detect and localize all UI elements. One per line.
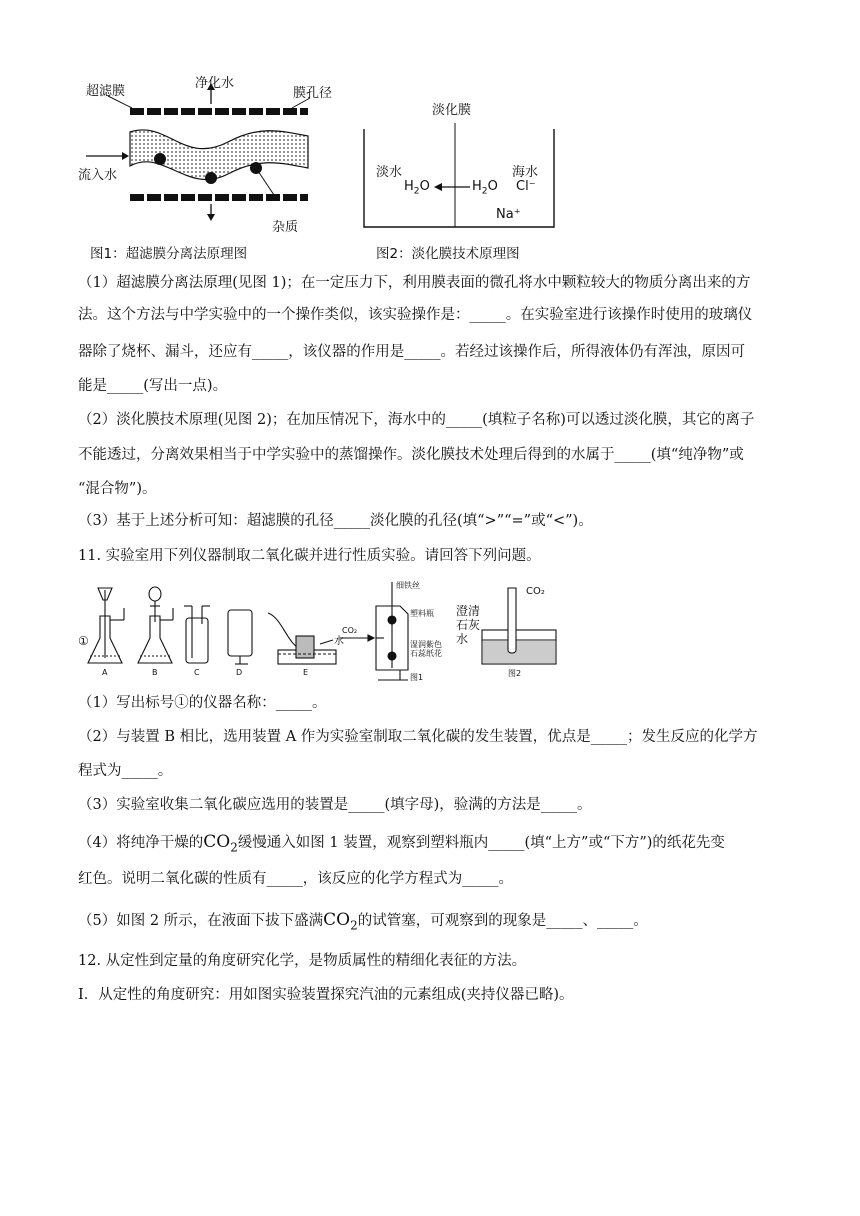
- figure2-caption: 图2：淡化膜技术原理图: [376, 246, 520, 262]
- figure-desalination: [360, 95, 560, 265]
- label-membrane: 超滤膜: [86, 84, 126, 99]
- q10-part2-line3: “混合物”)。: [78, 481, 157, 497]
- q11-part1: （1）写出标号①的仪器名称：_____。: [78, 695, 327, 711]
- label-pore-size: 膜孔径: [293, 86, 333, 101]
- figure-ultrafiltration: [78, 70, 348, 265]
- label-inflow: 流入水: [78, 168, 118, 183]
- co2-formula: $CO_2$: [323, 910, 358, 933]
- label-apparatus-b: B: [152, 668, 158, 677]
- label-paper-flower: 湿润紫色石蕊纸花: [410, 640, 442, 658]
- label-plastic-bottle: 塑料瓶: [410, 609, 434, 618]
- q10-part2-line2: 不能透过，分离效果相当于中学实验中的蒸馏操作。淡化膜技术处理后得到的水属于_____(填“纯净物”或: [78, 447, 744, 463]
- q10-part1-line1: （1）超滤膜分离法原理(见图 1)；在一定压力下，利用膜表面的微孔将水中颗粒较大的物质分离出来的方: [78, 275, 751, 291]
- q11-part5: [78, 910, 648, 935]
- q11-part4-suffix: 缓慢通入如图 1 装置，观察到塑料瓶内_____(填“上方”或“下方”)的纸花先变: [237, 835, 725, 851]
- q10-part1-line2: 法。这个方法与中学实验中的一个操作类似，该实验操作是：_____。在实验室进行该操作时使用的玻璃仪: [78, 307, 753, 323]
- label-purified-water: 净化水: [195, 76, 235, 91]
- label-water: 水: [334, 636, 344, 647]
- label-co2-inlet: CO₂: [342, 626, 358, 635]
- label-apparatus-c: C: [194, 668, 200, 677]
- q11-part2-line2: 程式为_____。: [78, 763, 173, 779]
- label-fresh-water: 淡水: [376, 165, 403, 180]
- label-apparatus-e: E: [303, 668, 309, 677]
- figure1-caption: 图1：超滤膜分离法原理图: [90, 246, 248, 262]
- label-co2-tube: CO₂: [526, 586, 545, 597]
- label-desalination-membrane: 淡化膜: [432, 103, 472, 118]
- bottom-membrane: [130, 194, 308, 201]
- q10-part3: （3）基于上述分析可知：超滤膜的孔径_____淡化膜的孔径(填“>”“=”或“<”)。: [78, 513, 593, 529]
- co2-formula: $CO_2$: [203, 832, 238, 855]
- q12-stem: 12. 从定性到定量的角度研究化学，是物质属性的精细化表征的方法。: [78, 953, 527, 969]
- q10-part1-line3: 器除了烧杯、漏斗，还应有_____，该仪器的作用是_____。若经过该操作后，所得液体仍有浑浊，原因可: [78, 344, 745, 360]
- q11-part4-line2: 红色。说明二氧化碳的性质有_____，该反应的化学方程式为_____。: [78, 871, 513, 887]
- q12-part1: Ⅰ．从定性的角度研究：用如图实验装置探究汽油的元素组成(夹持仪器已略)。: [78, 987, 574, 1003]
- q11-part4-prefix: （4）将纯净干燥的: [78, 835, 204, 851]
- q10-part1-line4: 能是_____(写出一点)。: [78, 378, 228, 394]
- top-membrane: [130, 107, 308, 116]
- apparatus-a: [88, 588, 124, 663]
- apparatus-fig2: [482, 588, 556, 664]
- label-fig1: 图1: [410, 673, 424, 682]
- apparatus-d: [228, 610, 252, 664]
- label-apparatus-a: A: [102, 668, 108, 677]
- q11-part3: （3）实验室收集二氧化碳应选用的装置是_____(填字母)，验满的方法是_____。: [78, 797, 592, 813]
- q11-part5-suffix: 的试管塞，可观察到的现象是_____、_____。: [357, 913, 648, 929]
- q10-part2-line1: （2）淡化膜技术原理(见图 2)；在加压情况下，海水中的_____(填粒子名称)可以透过淡化膜，其它的离子: [78, 412, 755, 428]
- apparatus-fig1: [376, 582, 408, 680]
- q11-part5-prefix: （5）如图 2 所示，在液面下拔下盛满: [78, 913, 324, 929]
- label-sea-water: 海水: [512, 165, 539, 180]
- q11-part4-line1: [78, 832, 725, 857]
- figure-co2-apparatus: [78, 578, 568, 688]
- apparatus-b: [138, 587, 173, 663]
- label-h2o-fresh: $H_2O$: [404, 179, 430, 197]
- label-sodium-ion: Na⁺: [496, 207, 521, 222]
- apparatus-e: [268, 613, 336, 664]
- apparatus-c: [184, 606, 210, 663]
- particle: [205, 172, 217, 184]
- label-h2o-sea: $H_2O$: [472, 179, 498, 197]
- label-fig2: 图2: [508, 669, 522, 678]
- label-apparatus-d: D: [236, 668, 243, 677]
- q11-stem: 11. 实验室用下列仪器制取二氧化碳并进行性质实验。请回答下列问题。: [78, 548, 541, 564]
- particle: [154, 153, 166, 165]
- label-thread: 细铁丝: [396, 581, 420, 590]
- q11-part2-line1: （2）与装置 B 相比，选用装置 A 作为实验室制取二氧化碳的发生装置，优点是_____；发生反应的化学方: [78, 729, 758, 745]
- label-chloride-ion: Cl⁻: [516, 179, 536, 194]
- label-circle1: ①: [78, 634, 89, 648]
- label-impurity: 杂质: [272, 220, 299, 235]
- label-limewater: 澄清石灰水: [456, 604, 481, 646]
